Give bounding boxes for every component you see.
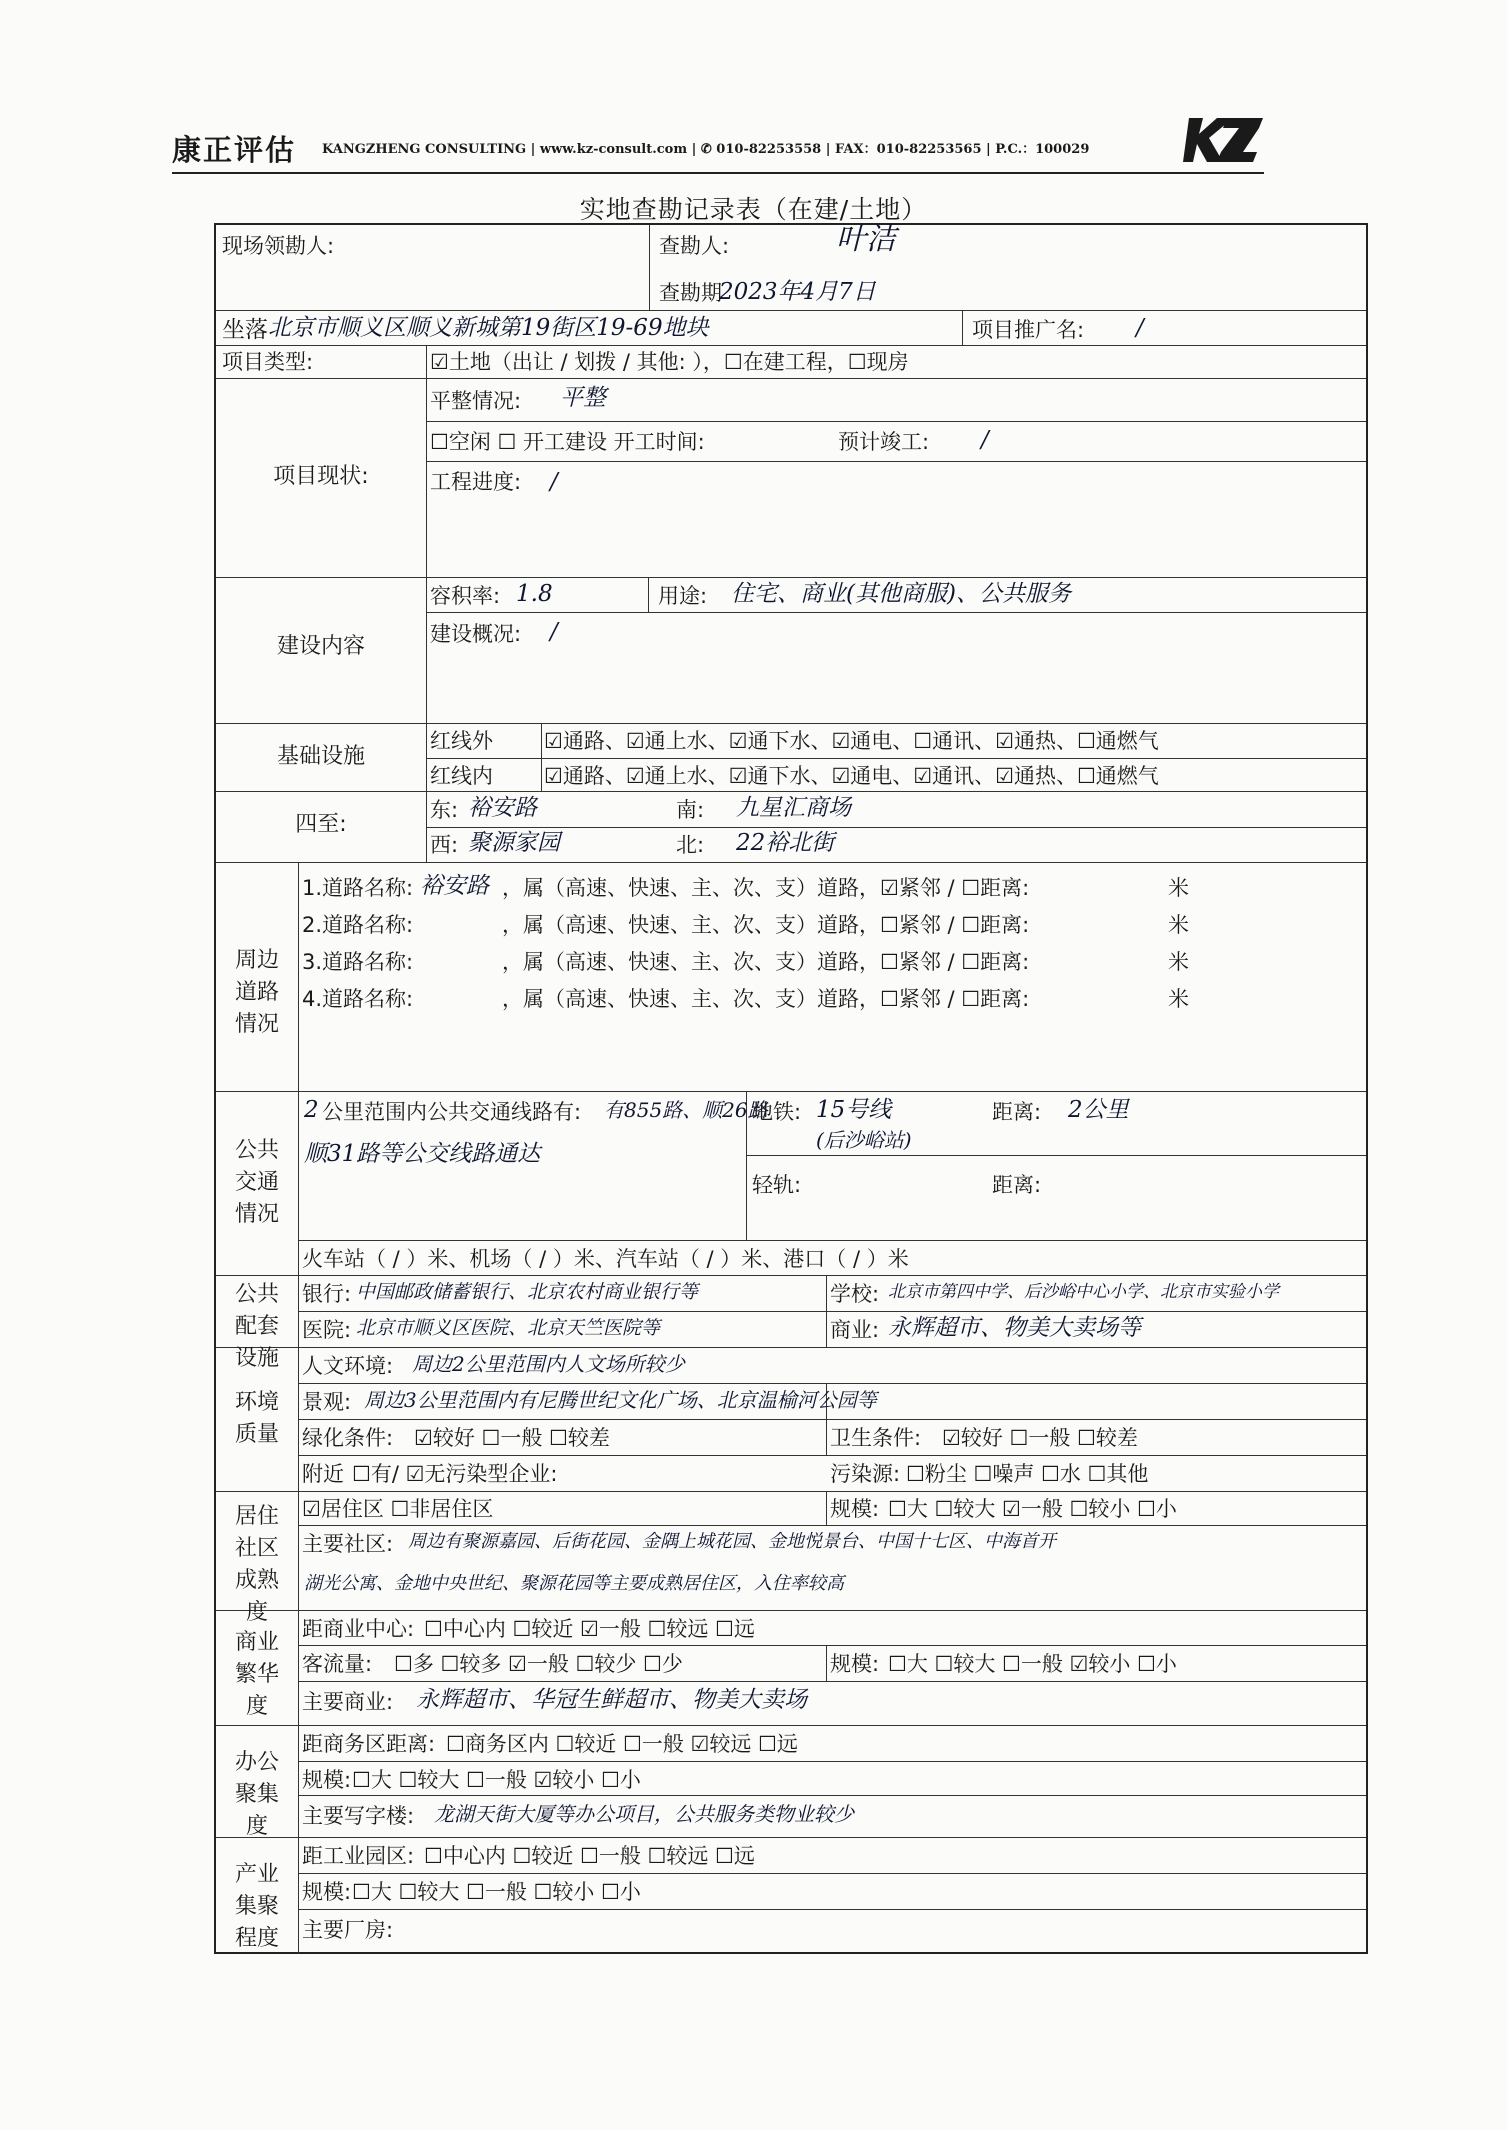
road-2-unit: 米 bbox=[1168, 913, 1189, 937]
road-3-label: 3.道路名称: bbox=[302, 950, 414, 974]
location-label: 坐落 bbox=[222, 317, 268, 343]
office-scale-label: 规模: bbox=[302, 1768, 352, 1792]
industry-scale-label: 规模: bbox=[302, 1880, 352, 1904]
human-env-label: 人文环境: bbox=[302, 1354, 394, 1378]
hygiene-label: 卫生条件: bbox=[830, 1426, 922, 1450]
industry-scale-options: ☐大 ☐较大 ☐一般 ☐较小 ☐小 bbox=[352, 1880, 641, 1904]
flat-value: 平整 bbox=[560, 385, 606, 411]
subway-dist-label: 距离: bbox=[992, 1100, 1042, 1124]
far-label: 容积率: bbox=[430, 584, 501, 608]
status-label: 项目现状: bbox=[273, 464, 369, 489]
biz-dist-options: ☐中心内 ☐较近 ☑一般 ☐较远 ☐远 bbox=[424, 1617, 755, 1641]
west-label: 西: bbox=[430, 833, 459, 857]
office-dist-options: ☐商务区内 ☐较近 ☐一般 ☑较远 ☐远 bbox=[446, 1732, 798, 1756]
main-office-value: 龙湖天街大厦等办公项目，公共服务类物业较少 bbox=[434, 1802, 854, 1826]
business-label: 商业繁华度 bbox=[234, 1630, 279, 1719]
traffic-options: ☐多 ☐较多 ☑一般 ☐较少 ☐少 bbox=[394, 1652, 683, 1676]
main-office-label: 主要写字楼: bbox=[302, 1804, 415, 1828]
hygiene-options: ☑较好 ☐一般 ☐较差 bbox=[942, 1426, 1138, 1450]
guide-label: 现场领勘人: bbox=[222, 234, 335, 258]
industry-dist-options: ☐中心内 ☐较近 ☐一般 ☐较远 ☐远 bbox=[424, 1844, 755, 1868]
school-value: 北京市第四中学、后沙峪中心小学、北京市实验小学 bbox=[888, 1282, 1279, 1302]
road-4-label: 4.道路名称: bbox=[302, 987, 414, 1011]
bus-radius: 2 bbox=[304, 1097, 319, 1123]
infra-label: 基础设施 bbox=[276, 744, 365, 769]
inspection-form bbox=[214, 223, 1368, 1954]
south-value: 九星汇商场 bbox=[736, 795, 851, 821]
subway-label: 地铁: bbox=[752, 1100, 802, 1124]
kz-logo-icon bbox=[1183, 112, 1263, 168]
bus-value-cont: 顺31路等公交线路通达 bbox=[304, 1141, 541, 1167]
flat-label: 平整情况: bbox=[430, 389, 522, 413]
date-label: 查勘期 bbox=[659, 281, 722, 305]
human-env-value: 周边2公里范围内人文场所较少 bbox=[412, 1352, 685, 1376]
east-label: 东: bbox=[430, 798, 459, 822]
infra-inside-label: 红线内 bbox=[430, 764, 493, 788]
industry-dist-label: 距工业园区: bbox=[302, 1844, 415, 1868]
main-community-value: 周边有聚源嘉园、后街花园、金隅上城花园、金地悦景台、中国十七区、中海首开 bbox=[408, 1531, 1056, 1552]
type-label: 项目类型: bbox=[222, 350, 314, 374]
road-1-label: 1.道路名称: bbox=[302, 876, 414, 900]
industry-label: 产业集聚程度 bbox=[234, 1862, 279, 1951]
progress-label: 工程进度: bbox=[430, 470, 522, 494]
bank-label: 银行: bbox=[302, 1282, 352, 1306]
inspector-signature: 叶洁 bbox=[836, 222, 896, 257]
location-value: 北京市顺义区顺义新城第19街区19-69地块 bbox=[268, 315, 709, 341]
road-2-label: 2.道路名称: bbox=[302, 913, 414, 937]
road-1-text: ，属（高速、快速、主、次、支）道路，☑紧邻 / ☐距离: bbox=[502, 876, 1030, 900]
main-community-value-cont: 湖光公寓、金地中央世纪、聚源花园等主要成熟居住区，入住率较高 bbox=[304, 1573, 844, 1594]
green-label: 绿化条件: bbox=[302, 1426, 394, 1450]
build-label: 建设内容 bbox=[276, 634, 365, 659]
brand-name: 康正评估 bbox=[172, 133, 297, 167]
completion-value: / bbox=[981, 427, 989, 453]
nearby-options: ☐有/ ☑无污染型企业: bbox=[352, 1462, 558, 1486]
biz-scale-options: ☐大 ☐较大 ☐一般 ☑较小 ☐小 bbox=[888, 1652, 1177, 1676]
main-biz-label: 主要商业: bbox=[302, 1690, 394, 1714]
inspector-label: 查勘人: bbox=[659, 234, 730, 258]
road-1-name: 裕安路 bbox=[420, 873, 489, 899]
office-dist-label: 距商务区距离: bbox=[302, 1732, 436, 1756]
traffic-label: 客流量: bbox=[302, 1652, 373, 1676]
type-options: ☑土地（出让 / 划拨 / 其他: ），☐在建工程，☐现房 bbox=[430, 350, 909, 374]
road-4-unit: 米 bbox=[1168, 987, 1189, 1011]
form-title: 实地查勘记录表（在建/土地） bbox=[579, 195, 928, 224]
commerce-label: 商业: bbox=[830, 1318, 880, 1342]
use-label: 用途: bbox=[658, 584, 708, 608]
road-3-unit: 米 bbox=[1168, 950, 1189, 974]
road-3-text: ，属（高速、快速、主、次、支）道路，☐紧邻 / ☐距离: bbox=[502, 950, 1030, 974]
pollution-options: ☐粉尘 ☐噪声 ☐水 ☐其他 bbox=[906, 1462, 1149, 1486]
office-label: 办公聚集度 bbox=[234, 1750, 279, 1839]
stations-line: 火车站（ / ）米、机场（ / ）米、汽车站（ / ）米、港口（ / ）米 bbox=[302, 1247, 909, 1271]
bus-label: 公里范围内公共交通线路有: bbox=[322, 1100, 582, 1124]
completion-label: 预计竣工: bbox=[838, 430, 930, 454]
env-label: 环境质量 bbox=[234, 1390, 279, 1447]
infra-outside-label: 红线外 bbox=[430, 729, 493, 753]
contact-line: KANGZHENG CONSULTING | www.kz-consult.com | ✆ 010-82253558 | FAX：010-82253565 | P.C.：100029 bbox=[322, 142, 1090, 157]
bounds-label: 四至: bbox=[295, 812, 347, 837]
factory-label: 主要厂房: bbox=[302, 1918, 394, 1942]
west-value: 聚源家园 bbox=[468, 830, 560, 856]
use-value: 住宅、商业(其他商服)、公共服务 bbox=[731, 581, 1071, 607]
light-rail-label: 轻轨: bbox=[752, 1173, 802, 1197]
light-rail-dist-label: 距离: bbox=[992, 1173, 1042, 1197]
subway-dist-value: 2公里 bbox=[1068, 1097, 1129, 1123]
residential-label: 居住社区成熟度 bbox=[234, 1504, 279, 1625]
bank-value: 中国邮政储蓄银行、北京农村商业银行等 bbox=[356, 1281, 699, 1303]
landscape-value: 周边3公里范围内有尼腾世纪文化广场、北京温榆河公园等 bbox=[364, 1388, 877, 1412]
far-value: 1.8 bbox=[516, 581, 553, 607]
residential-options: ☑居住区 ☐非居住区 bbox=[302, 1497, 494, 1521]
promo-value: / bbox=[1136, 315, 1144, 341]
office-scale-options: ☐大 ☐较大 ☐一般 ☑较小 ☐小 bbox=[352, 1768, 641, 1792]
infra-outside: ☑通路、☑通上水、☑通下水、☑通电、☐通讯、☑通热、☐通燃气 bbox=[544, 729, 1159, 753]
pollution-label: 污染源: bbox=[830, 1462, 901, 1486]
letterhead bbox=[172, 118, 1262, 174]
south-label: 南: bbox=[676, 798, 705, 822]
main-biz-value: 永辉超市、华冠生鲜超市、物美大卖场 bbox=[416, 1687, 807, 1713]
landscape-label: 景观: bbox=[302, 1390, 352, 1414]
north-label: 北: bbox=[676, 833, 705, 857]
res-scale-options: ☐大 ☐较大 ☑一般 ☐较小 ☐小 bbox=[888, 1497, 1177, 1521]
school-label: 学校: bbox=[830, 1282, 880, 1306]
roads-label: 周边道路情况 bbox=[234, 948, 279, 1037]
amenities-label: 公共配套设施 bbox=[234, 1282, 279, 1371]
progress-value: / bbox=[550, 469, 558, 495]
header-divider bbox=[172, 172, 1264, 174]
res-scale-label: 规模: bbox=[830, 1497, 880, 1521]
biz-dist-label: 距商业中心: bbox=[302, 1617, 415, 1641]
build-overview-value: / bbox=[550, 619, 558, 645]
promo-label: 项目推广名: bbox=[972, 318, 1085, 342]
hospital-label: 医院: bbox=[302, 1318, 352, 1342]
status-options: ☐空闲 ☐ 开工建设 开工时间: bbox=[430, 430, 705, 454]
road-1-unit: 米 bbox=[1168, 876, 1189, 900]
subway-value: 15号线 bbox=[816, 1097, 892, 1123]
transit-label: 公共交通情况 bbox=[234, 1138, 279, 1227]
infra-inside: ☑通路、☑通上水、☑通下水、☑通电、☑通讯、☑通热、☐通燃气 bbox=[544, 764, 1159, 788]
green-options: ☑较好 ☐一般 ☐较差 bbox=[414, 1426, 610, 1450]
north-value: 22裕北街 bbox=[736, 830, 835, 856]
date-value: 2023年4月7日 bbox=[719, 279, 876, 305]
main-community-label: 主要社区: bbox=[302, 1532, 394, 1556]
road-4-text: ，属（高速、快速、主、次、支）道路，☐紧邻 / ☐距离: bbox=[502, 987, 1030, 1011]
nearby-label: 附近 bbox=[302, 1462, 344, 1486]
build-overview-label: 建设概况: bbox=[430, 622, 522, 646]
road-2-text: ，属（高速、快速、主、次、支）道路，☐紧邻 / ☐距离: bbox=[502, 913, 1030, 937]
hospital-value: 北京市顺义区医院、北京天竺医院等 bbox=[356, 1317, 661, 1339]
biz-scale-label: 规模: bbox=[830, 1652, 880, 1676]
bus-value: 有855路、顺26路 bbox=[604, 1098, 768, 1122]
east-value: 裕安路 bbox=[468, 795, 537, 821]
subway-station: (后沙峪站) bbox=[816, 1128, 912, 1152]
commerce-value: 永辉超市、物美大卖场等 bbox=[888, 1315, 1141, 1341]
